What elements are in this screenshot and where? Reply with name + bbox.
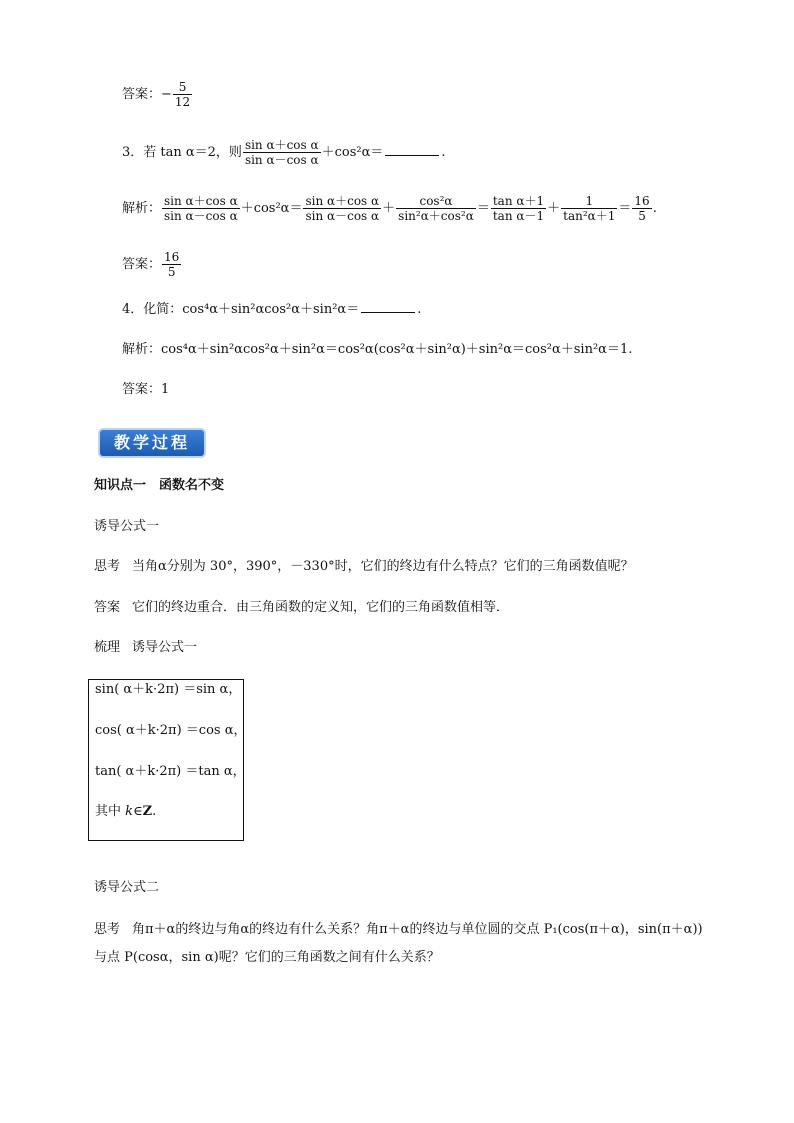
operator: ＋: [382, 201, 396, 216]
answer-label: 答案: [94, 600, 121, 615]
summary-text: 诱导公式一: [132, 640, 198, 655]
solution-3: [122, 194, 657, 223]
answer-think-1: [94, 598, 509, 618]
fraction-numerator: 1: [561, 194, 617, 209]
question-4: [122, 300, 421, 320]
operator: ＋cos²α＝: [240, 201, 303, 216]
formula-tan: tan( α＋k·2π) ＝tan α，: [95, 764, 246, 779]
fraction-denominator: sin α－cos α: [164, 209, 238, 223]
formula-cos: cos( α＋k·2π) ＝cos α，: [95, 723, 247, 738]
think-text: 角π＋α的终边与角α的终边有什么关系？角π＋α的终边与单位圆的交点 P₁(cos(π＋α)，sin(π＋α)): [132, 922, 703, 937]
fraction-numerator: tan α＋1: [492, 194, 545, 208]
answer-1: [122, 80, 193, 109]
think-text: 当角α分别为 30°，390°，－330°时，它们的终边有什么特点？它们的三角函数值呢？: [132, 559, 634, 574]
fraction-denominator: sin²α＋cos²α: [398, 209, 474, 223]
fraction-denominator: sin α－cos α: [305, 209, 380, 223]
condition-prefix: 其中: [95, 804, 126, 819]
answer-text: 它们的终边重合．由三角函数的定义知，它们的三角函数值相等．: [132, 600, 510, 615]
answer-blank: [385, 143, 439, 156]
fraction-numerator: sin α＋cos α: [305, 194, 380, 208]
condition-end: .: [152, 804, 157, 819]
solution-fraction: [491, 194, 546, 223]
fraction-numerator: 16: [634, 194, 650, 208]
solution-label: 解析：: [122, 201, 162, 216]
answer-fraction: [173, 80, 192, 109]
solution-fraction: [303, 194, 381, 223]
condition-variable: k: [125, 804, 134, 819]
fraction-denominator: 5: [167, 265, 176, 279]
question-tail: ＋cos²α＝: [321, 145, 384, 160]
fraction-numerator: cos²α: [396, 194, 476, 209]
answer-sign: −: [161, 87, 172, 102]
question-text: 4．化简：cos⁴α＋sin²αcos²α＋sin²α＝: [122, 302, 360, 317]
formula-2-title: 诱导公式二: [94, 880, 160, 895]
fraction-denominator: 12: [174, 95, 191, 109]
condition-set: Z: [142, 804, 153, 819]
think-label: 思考: [94, 559, 121, 574]
formula-sin: sin( α＋k·2π) ＝sin α，: [95, 682, 242, 697]
question-3: [122, 138, 446, 167]
solution-end: .: [652, 201, 657, 216]
think-1: [94, 557, 634, 577]
fraction-numerator: 16: [164, 250, 180, 264]
question-text: 3．若 tan α＝2，则: [122, 145, 242, 160]
think-2-line-1: [94, 920, 703, 940]
operator: ＝: [476, 201, 490, 216]
solution-4: 解析：cos⁴α＋sin²αcos²α＋sin²α＝cos²α(cos²α＋sin²α)＋sin²α＝cos²α＋sin²α＝1.: [122, 342, 633, 357]
operator: ＝: [618, 201, 632, 216]
fraction-numerator: sin α＋cos α: [244, 138, 319, 152]
summary-1: [94, 638, 197, 658]
think-label: 思考: [94, 922, 121, 937]
answer-label: 答案：: [122, 87, 162, 102]
formula-box: [88, 679, 247, 841]
section-title-badge: 教学过程: [98, 428, 206, 458]
question-end: .: [441, 145, 446, 160]
fraction-denominator: tan α－1: [492, 209, 545, 223]
answer-label: 答案：: [122, 257, 162, 272]
solution-fraction: [162, 194, 240, 223]
knowledge-point-heading: 知识点一 函数名不变: [94, 478, 225, 493]
solution-fraction: [561, 194, 617, 223]
fraction-numerator: sin α＋cos α: [164, 194, 238, 208]
formula-condition: [95, 802, 156, 822]
fraction-denominator: sin α－cos α: [244, 153, 319, 167]
solution-fraction: [396, 194, 476, 223]
summary-label: 梳理: [94, 640, 121, 655]
answer-3: [122, 250, 182, 279]
answer-fraction: [162, 250, 181, 279]
formula-1-title: 诱导公式一: [94, 519, 160, 534]
answer-4: 答案：1: [122, 382, 170, 397]
question-end: .: [417, 302, 422, 317]
think-2-line-2: 与点 P(cosα，sin α)呢？它们的三角函数之间有什么关系？: [94, 950, 440, 965]
operator: ＋: [547, 201, 561, 216]
condition-symbol: ∈: [133, 804, 143, 819]
fraction-denominator: tan²α＋1: [563, 209, 616, 223]
answer-blank: [361, 300, 415, 313]
question-fraction: [243, 138, 321, 167]
fraction-numerator: 5: [173, 80, 192, 95]
solution-fraction: [632, 194, 651, 223]
fraction-denominator: 5: [638, 209, 646, 223]
